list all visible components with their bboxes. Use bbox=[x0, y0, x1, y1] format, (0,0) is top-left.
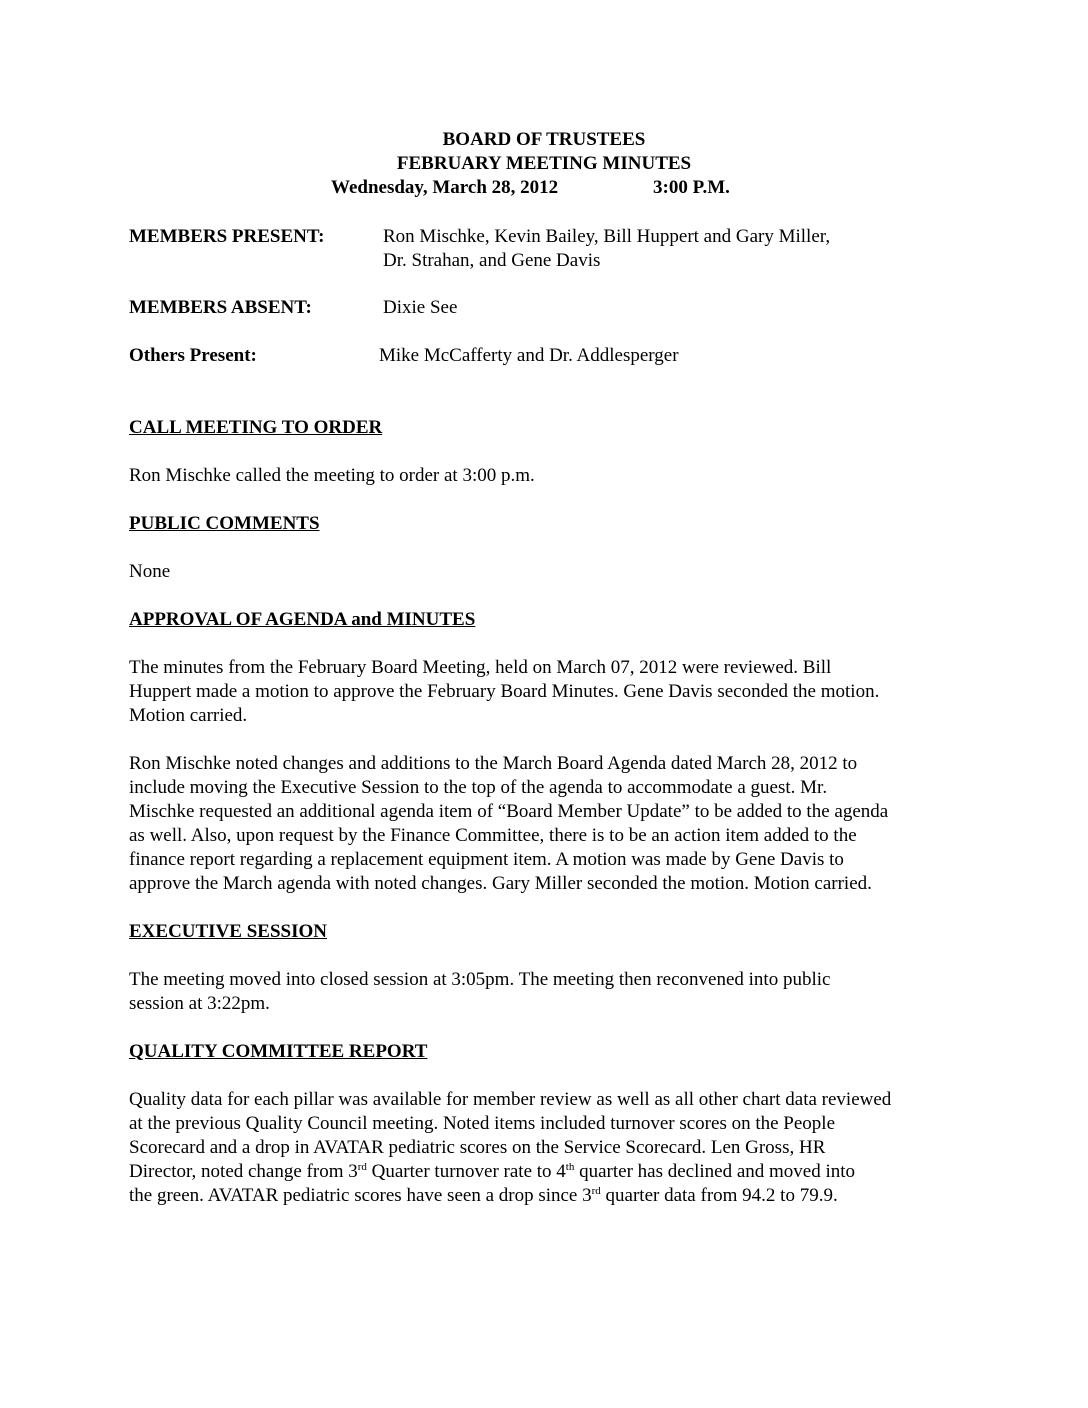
text-fragment: Quarter turnover rate to 4 bbox=[366, 1161, 566, 1182]
document-title bbox=[0, 128, 1088, 176]
call-to-order-line: Ron Mischke called the meeting to order at 3:00 p.m. bbox=[129, 465, 535, 486]
paragraph-line bbox=[129, 1160, 969, 1184]
others-present-label: Others Present: bbox=[129, 345, 257, 366]
public-comments-text bbox=[129, 560, 969, 584]
ordinal-suffix: th bbox=[565, 1161, 575, 1173]
text-fragment: Director, noted change from 3 bbox=[129, 1161, 358, 1182]
paragraph-line bbox=[129, 1184, 969, 1208]
paragraph-line: finance report regarding a replacement equipment item. A motion was made by Gene Davis to bbox=[129, 849, 844, 870]
call-to-order-heading: CALL MEETING TO ORDER bbox=[129, 417, 383, 438]
approval-heading: APPROVAL OF AGENDA and MINUTES bbox=[129, 609, 476, 630]
paragraph-line: at the previous Quality Council meeting. Noted items included turnover scores on the People bbox=[129, 1113, 836, 1134]
approval-paragraph-2 bbox=[129, 752, 969, 896]
quality-heading: QUALITY COMMITTEE REPORT bbox=[129, 1041, 428, 1062]
text-fragment: the green. AVATAR pediatric scores have seen a drop since 3 bbox=[129, 1185, 592, 1206]
members-present-label: MEMBERS PRESENT: bbox=[129, 226, 325, 247]
ordinal-suffix: rd bbox=[357, 1161, 367, 1173]
ordinal-suffix: rd bbox=[591, 1185, 601, 1197]
call-to-order-text bbox=[129, 464, 969, 488]
members-absent-value: Dixie See bbox=[383, 297, 458, 318]
executive-heading: EXECUTIVE SESSION bbox=[129, 921, 327, 942]
paragraph-line: Ron Mischke noted changes and additions to the March Board Agenda dated March 28, 2012 to bbox=[129, 753, 858, 774]
meeting-date-line bbox=[331, 176, 730, 200]
paragraph-line: Huppert made a motion to approve the February Board Minutes. Gene Davis seconded the motion. bbox=[129, 681, 880, 702]
public-comments-heading: PUBLIC COMMENTS bbox=[129, 513, 320, 534]
approval-paragraph-1 bbox=[129, 656, 969, 728]
paragraph-line: The minutes from the February Board Meeting, held on March 07, 2012 were reviewed. Bill bbox=[129, 657, 832, 678]
paragraph-line: approve the March agenda with noted changes. Gary Miller seconded the motion. Motion carried. bbox=[129, 873, 872, 894]
section-public-comments-heading bbox=[129, 512, 969, 536]
paragraph-line: include moving the Executive Session to the top of the agenda to accommodate a guest. Mr. bbox=[129, 777, 828, 798]
paragraph-line: The meeting moved into closed session at 3:05pm. The meeting then reconvened into public bbox=[129, 969, 831, 990]
meeting-time: 3:00 P.M. bbox=[653, 177, 730, 198]
members-present-line2: Dr. Strahan, and Gene Davis bbox=[383, 250, 601, 271]
section-quality-heading bbox=[129, 1040, 969, 1064]
paragraph-line: session at 3:22pm. bbox=[129, 993, 270, 1014]
title-board: BOARD OF TRUSTEES bbox=[442, 129, 646, 150]
meeting-date: Wednesday, March 28, 2012 bbox=[331, 177, 559, 198]
paragraph-line: Scorecard and a drop in AVATAR pediatric scores on the Service Scorecard. Len Gross, HR bbox=[129, 1137, 826, 1158]
paragraph-line: Mischke requested an additional agenda item of “Board Member Update” to be added to the agenda bbox=[129, 801, 889, 822]
text-fragment: quarter data from 94.2 to 79.9. bbox=[600, 1185, 838, 1206]
paragraph-line: Motion carried. bbox=[129, 705, 248, 726]
executive-paragraph bbox=[129, 968, 969, 1016]
text-fragment: quarter has declined and moved into bbox=[574, 1161, 856, 1182]
paragraph-line: Quality data for each pillar was available for member review as well as all other chart data reviewed bbox=[129, 1089, 892, 1110]
section-call-to-order-heading bbox=[129, 416, 969, 440]
others-present-row bbox=[129, 344, 969, 368]
paragraph-line: as well. Also, upon request by the Finance Committee, there is to be an action item added to the bbox=[129, 825, 857, 846]
members-absent-label: MEMBERS ABSENT: bbox=[129, 297, 312, 318]
public-comments-line: None bbox=[129, 561, 171, 582]
members-absent-row bbox=[129, 296, 969, 320]
members-present-line1: Ron Mischke, Kevin Bailey, Bill Huppert and Gary Miller, bbox=[383, 226, 831, 247]
title-minutes: FEBRUARY MEETING MINUTES bbox=[396, 153, 692, 174]
section-approval-heading bbox=[129, 608, 969, 632]
quality-paragraph bbox=[129, 1088, 969, 1208]
members-present-row bbox=[129, 225, 969, 273]
section-executive-heading bbox=[129, 920, 969, 944]
others-present-value: Mike McCafferty and Dr. Addlesperger bbox=[379, 345, 679, 366]
